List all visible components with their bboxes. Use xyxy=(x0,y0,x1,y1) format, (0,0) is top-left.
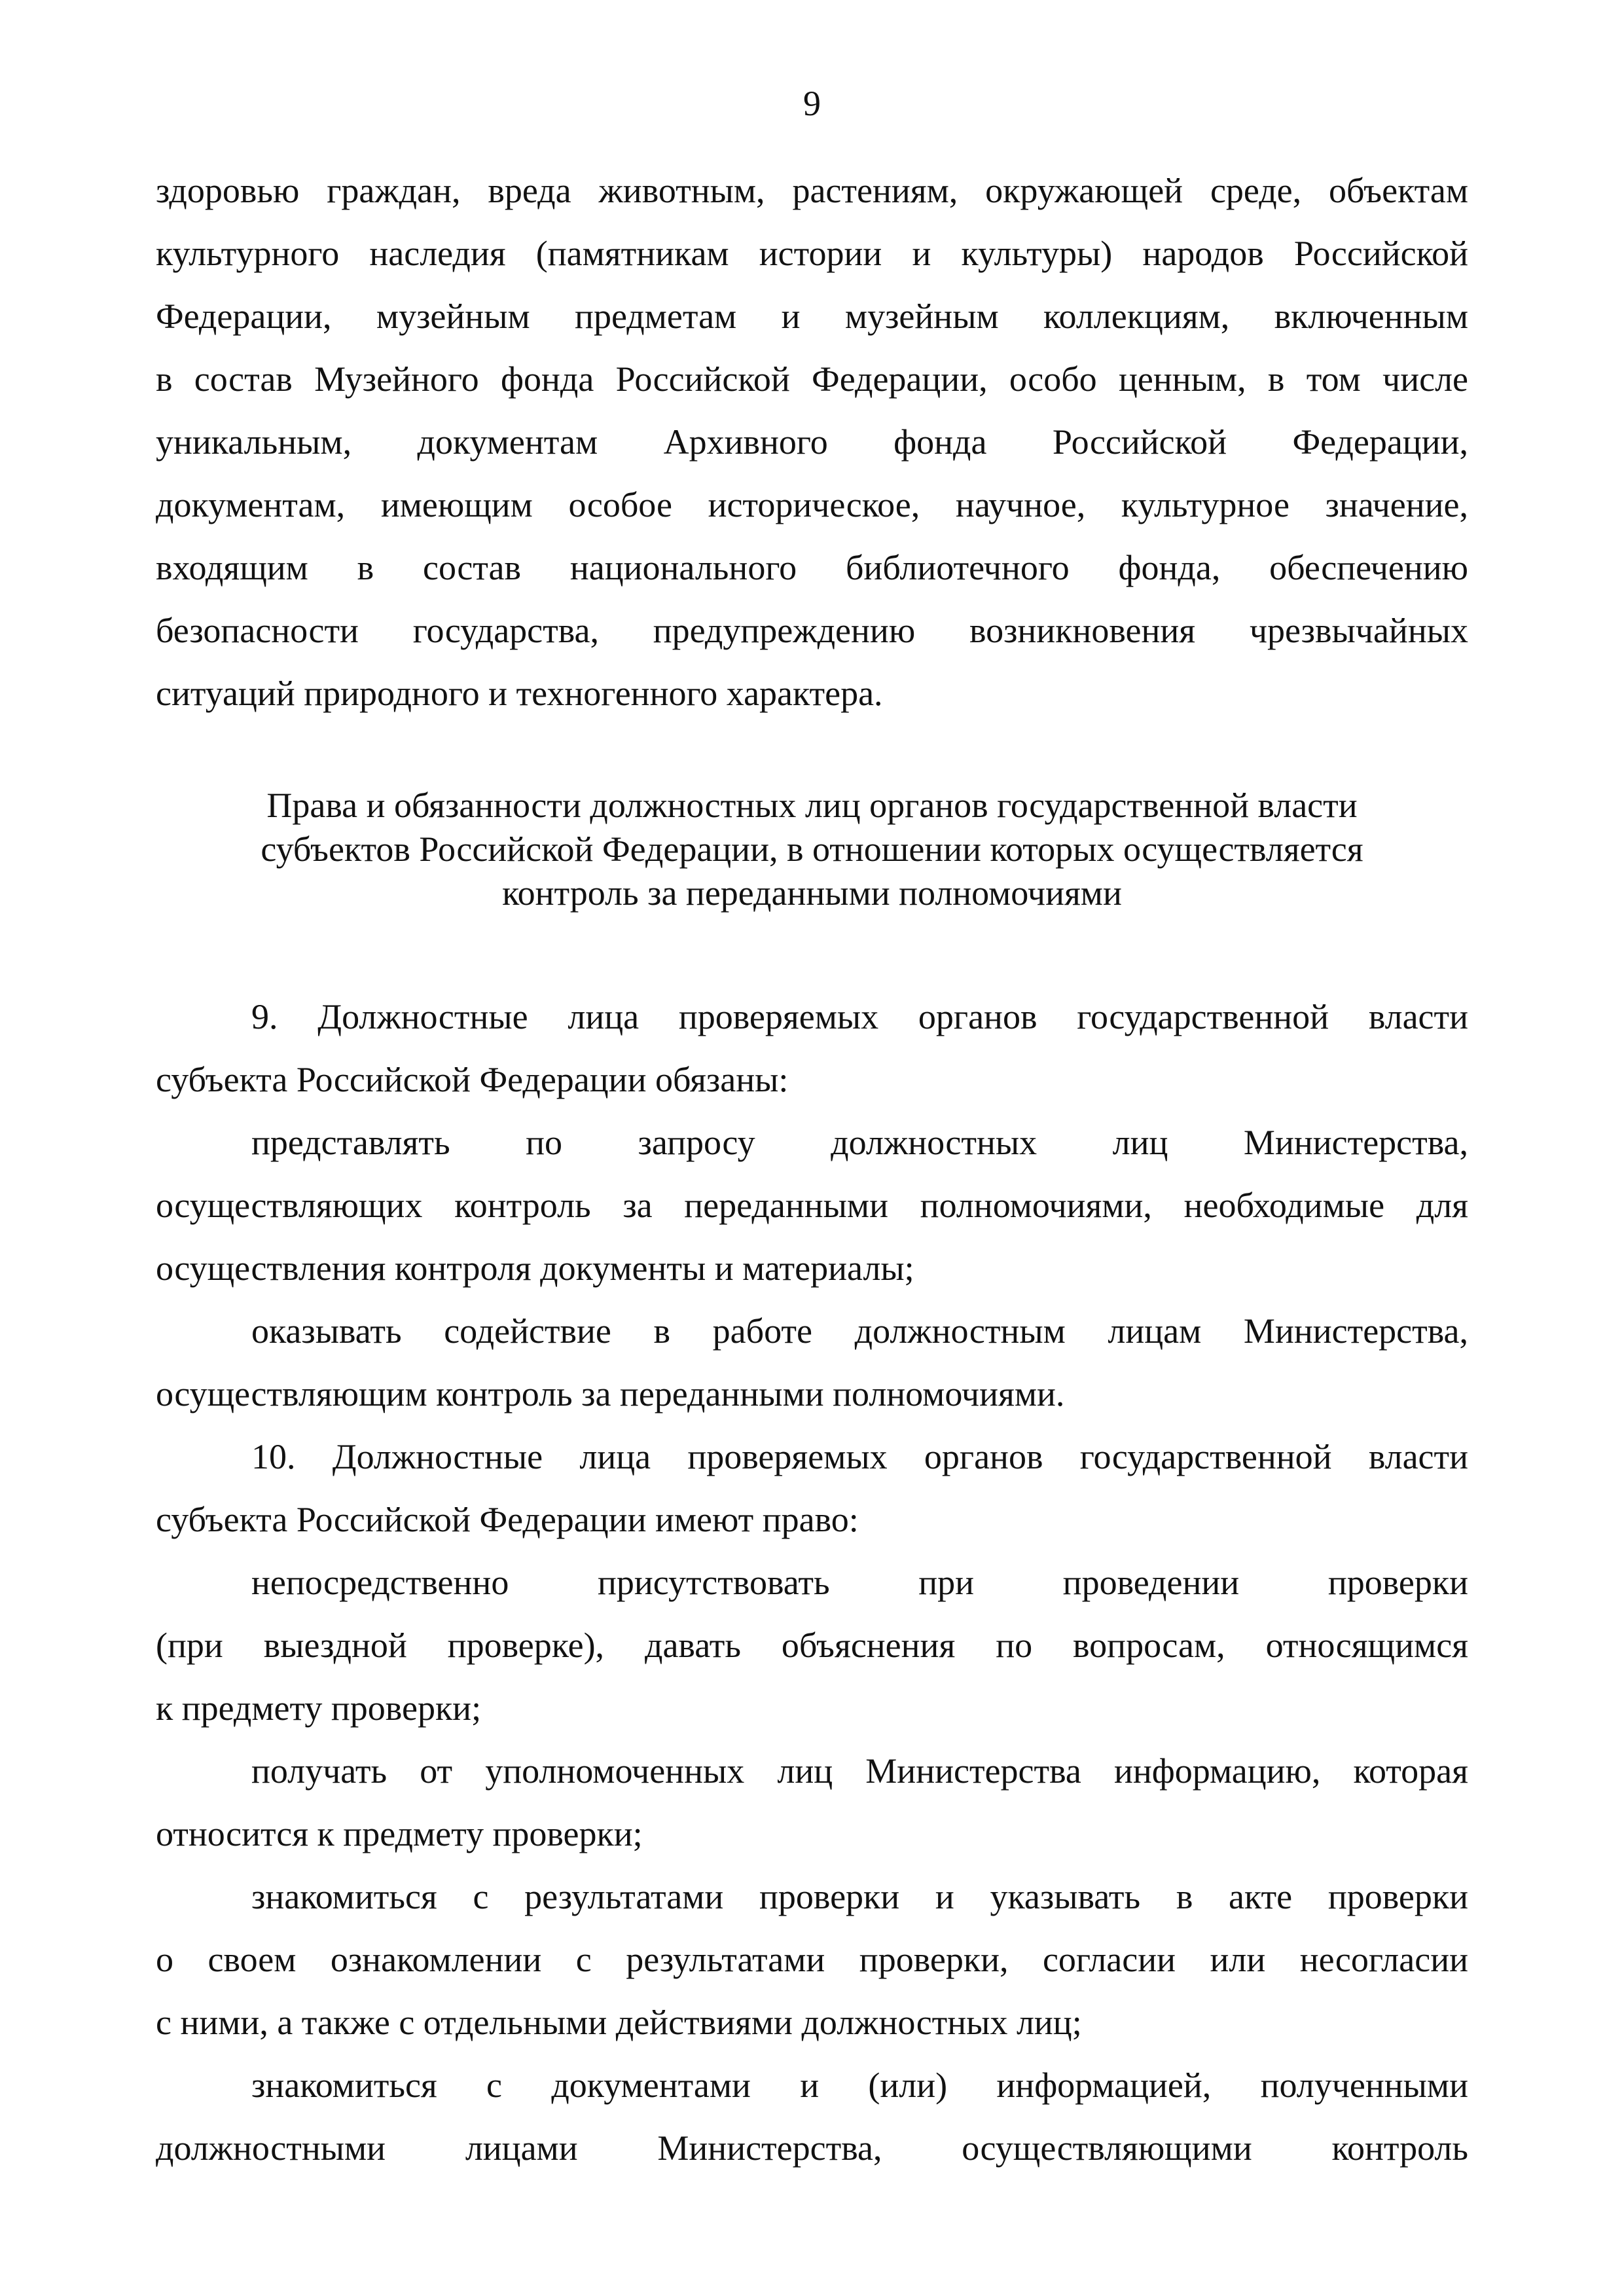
text-line: оказывать содействие в работе должностным лицам Министерства, xyxy=(251,1311,1468,1351)
text-line: (при выездной проверке), давать объяснения по вопросам, относящимся xyxy=(156,1626,1468,1665)
section-heading xyxy=(156,784,1468,915)
text-line: культурного наследия (памятникам истории и культуры) народов Российской xyxy=(156,234,1468,273)
clause-10-line: 10. Должностные лица проверяемых органов государственной власти xyxy=(251,1437,1468,1476)
intro-paragraph xyxy=(156,159,1468,725)
text-line: уникальным, документам Архивного фонда Российской Федерации, xyxy=(156,422,1468,462)
clause-9-line: 9. Должностные лица проверяемых органов государственной власти xyxy=(251,997,1468,1036)
text-line: осуществляющим контроль за переданными полномочиями. xyxy=(156,1374,1065,1413)
clause-10-line: субъекта Российской Федерации имеют право: xyxy=(156,1500,859,1539)
text-line: документам, имеющим особое историческое, научное, культурное значение, xyxy=(156,485,1468,524)
text-line: знакомиться с документами и (или) информацией, полученными xyxy=(251,2066,1468,2105)
text-line: с ними, а также с отдельными действиями должностных лиц; xyxy=(156,2003,1082,2042)
rights-and-duties-section xyxy=(156,985,1468,2179)
text-line: представлять по запросу должностных лиц Министерства, xyxy=(251,1123,1468,1162)
text-line: здоровью граждан, вреда животным, растениям, окружающей среде, объектам xyxy=(156,171,1468,210)
text-line: к предмету проверки; xyxy=(156,1688,482,1728)
clause-9-line: субъекта Российской Федерации обязаны: xyxy=(156,1060,789,1099)
text-line: получать от уполномоченных лиц Министерства информацию, которая xyxy=(251,1751,1468,1791)
heading-line: Права и обязанности должностных лиц органов государственной власти xyxy=(266,786,1358,825)
text-line: непосредственно присутствовать при проведении проверки xyxy=(251,1563,1468,1602)
text-line: должностными лицами Министерства, осуществляющими контроль xyxy=(156,2128,1468,2168)
text-line: безопасности государства, предупреждению возникновения чрезвычайных xyxy=(156,611,1468,650)
text-line: в состав Музейного фонда Российской Федерации, особо ценным, в том числе xyxy=(156,359,1468,399)
text-line: осуществления контроля документы и материалы; xyxy=(156,1248,914,1288)
heading-line: субъектов Российской Федерации, в отношении которых осуществляется xyxy=(261,829,1363,869)
text-line: Федерации, музейным предметам и музейным коллекциям, включенным xyxy=(156,297,1468,336)
text-line: относится к предмету проверки; xyxy=(156,1814,643,1853)
text-line: ситуаций природного и техногенного характера. xyxy=(156,674,883,713)
text-line: входящим в состав национального библиотечного фонда, обеспечению xyxy=(156,548,1468,587)
text-line: о своем ознакомлении с результатами проверки, согласии или несогласии xyxy=(156,1940,1468,1979)
text-line: осуществляющих контроль за переданными полномочиями, необходимые для xyxy=(156,1186,1468,1225)
text-line: знакомиться с результатами проверки и указывать в акте проверки xyxy=(251,1877,1468,1916)
page-number: 9 xyxy=(803,84,821,123)
heading-line: контроль за переданными полномочиями xyxy=(502,873,1122,913)
